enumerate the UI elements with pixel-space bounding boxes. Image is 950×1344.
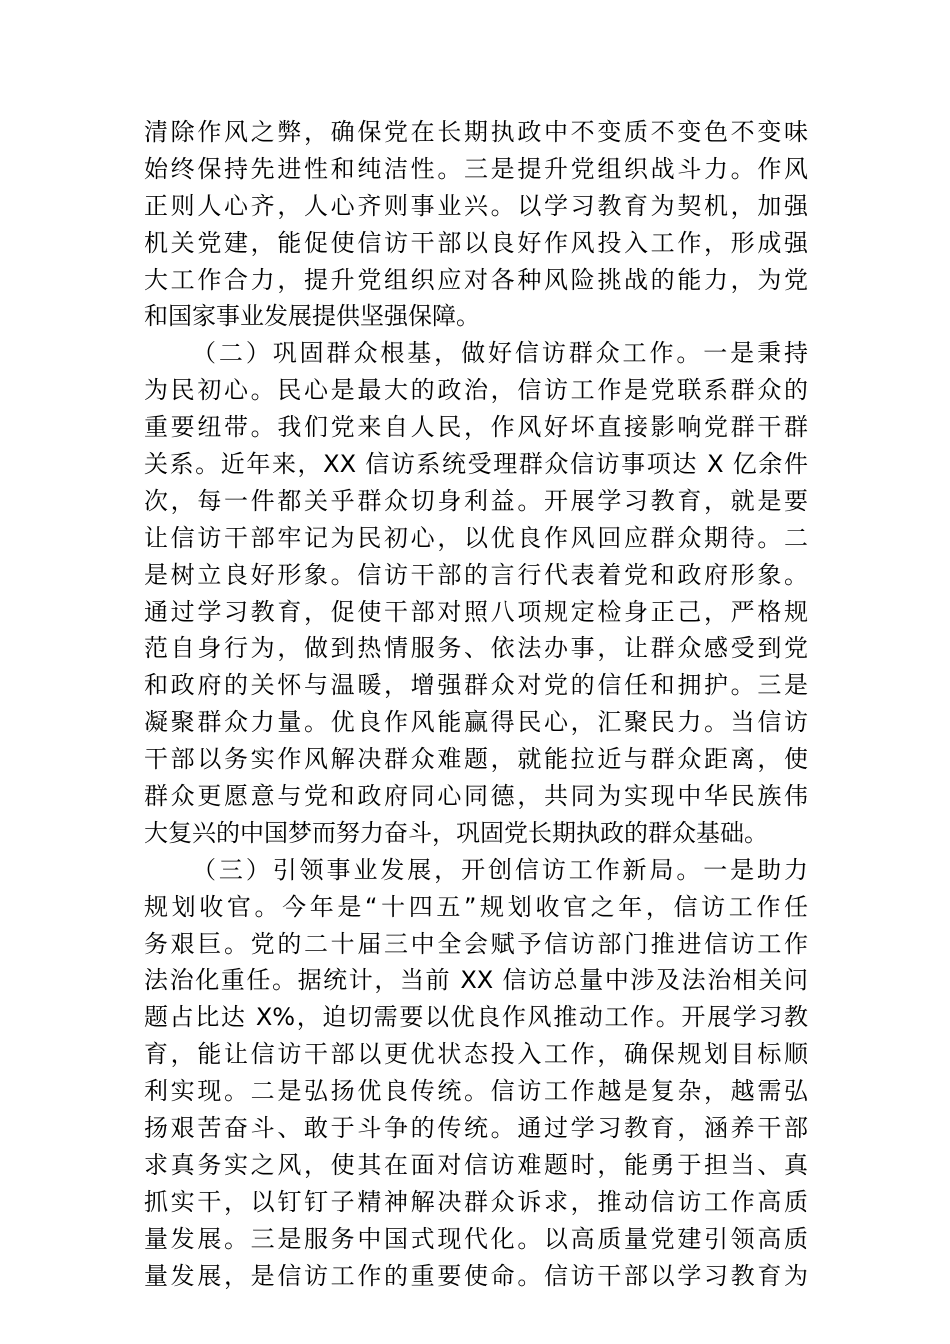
text-line: 范自身行为，做到热情服务、依法办事，让群众感受到党 <box>144 634 808 663</box>
text-line: 始终保持先进性和纯洁性。三是提升党组织战斗力。作风 <box>144 154 808 183</box>
text-line: 群众更愿意与党和政府同心同德，共同为实现中华民族伟 <box>144 782 808 811</box>
text-line: 是树立良好形象。信访干部的言行代表着党和政府形象。 <box>144 560 808 589</box>
text-line: 量发展，是信访工作的重要使命。信访干部以学习教育为 <box>144 1261 808 1290</box>
text-line: 育，能让信访干部以更优状态投入工作，确保规划目标顺 <box>144 1040 808 1069</box>
text-line: 凝聚群众力量。优良作风能赢得民心，汇聚民力。当信访 <box>144 708 808 737</box>
text-line: 抓实干，以钉钉子精神解决群众诉求，推动信访工作高质 <box>144 1187 808 1216</box>
text-line: 规划收官。今年是“十四五”规划收官之年，信访工作任 <box>144 892 808 921</box>
text-line: 大工作合力，提升党组织应对各种风险挑战的能力，为党 <box>144 265 808 294</box>
section-heading-line: （二）巩固群众根基，做好信访群众工作。一是秉持 <box>192 339 808 368</box>
text-line: 和国家事业发展提供坚强保障。 <box>144 302 480 331</box>
text-line: 为民初心。民心是最大的政治，信访工作是党联系群众的 <box>144 376 808 405</box>
text-line: 量发展。三是服务中国式现代化。以高质量党建引领高质 <box>144 1224 808 1253</box>
text-line: 机关党建，能促使信访干部以良好作风投入工作，形成强 <box>144 228 808 257</box>
text-line: 题占比达 X%，迫切需要以优良作风推动工作。开展学习教 <box>144 1003 808 1032</box>
text-line: 务艰巨。党的二十届三中全会赋予信访部门推进信访工作 <box>144 929 808 958</box>
text-line: 正则人心齐，人心齐则事业兴。以学习教育为契机，加强 <box>144 191 808 220</box>
text-line: 清除作风之弊，确保党在长期执政中不变质不变色不变味 <box>144 118 808 146</box>
text-line: 和政府的关怀与温暖，增强群众对党的信任和拥护。三是 <box>144 671 808 700</box>
text-line: 让信访干部牢记为民初心，以优良作风回应群众期待。二 <box>144 523 808 552</box>
text-line: 重要纽带。我们党来自人民，作风好坏直接影响党群干群 <box>144 413 808 442</box>
text-line: 扬艰苦奋斗、敢于斗争的传统。通过学习教育，涵养干部 <box>144 1114 808 1143</box>
paragraph-section-two <box>144 335 808 851</box>
paragraph-section-three <box>144 852 808 1295</box>
text-line: 求真务实之风，使其在面对信访难题时，能勇于担当、真 <box>144 1150 808 1179</box>
paragraph-continuation <box>144 114 808 335</box>
text-line: 干部以务实作风解决群众难题，就能拉近与群众距离，使 <box>144 745 808 774</box>
section-heading-line: （三）引领事业发展，开创信访工作新局。一是助力 <box>192 855 808 884</box>
text-line: 大复兴的中国梦而努力奋斗，巩固党长期执政的群众基础。 <box>144 818 768 847</box>
document-body <box>144 114 808 1295</box>
text-line: 通过学习教育，促使干部对照八项规定检身正己，严格规 <box>144 597 808 626</box>
text-line: 关系。近年来，XX 信访系统受理群众信访事项达 X 亿余件 <box>144 450 808 479</box>
text-line: 次，每一件都关乎群众切身利益。开展学习教育，就是要 <box>144 486 808 515</box>
text-line: 利实现。二是弘扬优良传统。信访工作越是复杂，越需弘 <box>144 1077 808 1106</box>
text-line: 法治化重任。据统计，当前 XX 信访总量中涉及法治相关问 <box>144 966 808 995</box>
